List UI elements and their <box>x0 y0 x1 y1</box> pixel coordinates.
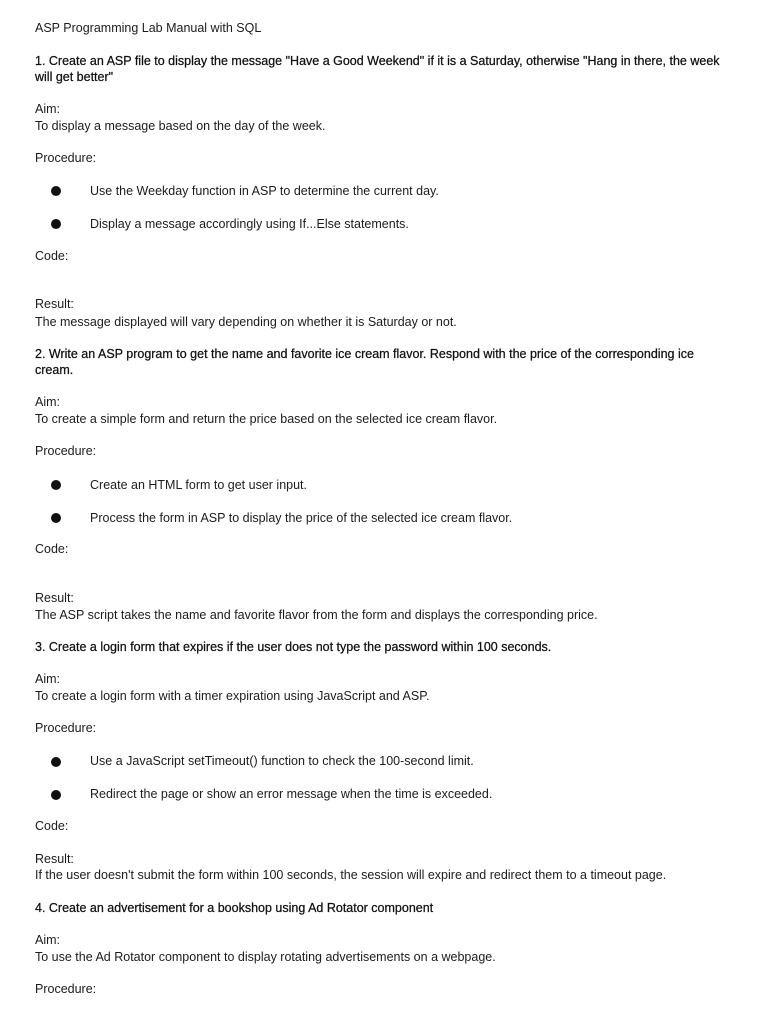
section-4-procedure-label: Procedure: <box>35 982 97 996</box>
section-1-procedure-label: Procedure: <box>35 151 97 165</box>
section-3-code-label: Code: <box>35 819 69 833</box>
bullet-icon <box>51 790 61 800</box>
section-3-procedure-item: Use a JavaScript setTimeout() function to check the 100-second limit. <box>90 754 474 768</box>
bullet-icon <box>51 757 61 767</box>
section-3-result-label: Result: <box>35 852 74 866</box>
section-4-aim-label: Aim: <box>35 933 60 947</box>
bullet-icon <box>51 513 61 523</box>
section-4-aim-text: To use the Ad Rotator component to display rotating advertisements on a webpage. <box>35 950 496 964</box>
section-3-aim-label: Aim: <box>35 672 60 686</box>
section-1-procedure-item: Use the Weekday function in ASP to determine the current day. <box>90 184 439 198</box>
bullet-icon <box>51 186 61 196</box>
section-2-result-label: Result: <box>35 591 74 605</box>
section-1-result-text: The message displayed will vary depending on whether it is Saturday or not. <box>35 315 457 329</box>
section-2-aim-text: To create a simple form and return the price based on the selected ice cream flavor. <box>35 412 498 426</box>
section-1-procedure-item: Display a message accordingly using If...Else statements. <box>90 217 409 231</box>
section-3-procedure-item: Redirect the page or show an error message when the time is exceeded. <box>90 787 493 801</box>
section-2-procedure-item: Process the form in ASP to display the price of the selected ice cream flavor. <box>90 511 513 525</box>
section-1-aim-text: To display a message based on the day of the week. <box>35 119 326 133</box>
section-3-aim-text: To create a login form with a timer expiration using JavaScript and ASP. <box>35 689 430 703</box>
section-1-aim-label: Aim: <box>35 102 60 116</box>
section-1-result-label: Result: <box>35 297 74 311</box>
section-3-result-text: If the user doesn't submit the form within 100 seconds, the session will expire and redirect them to a timeout page. <box>35 868 667 882</box>
section-3-procedure-label: Procedure: <box>35 721 97 735</box>
bullet-icon <box>51 219 61 229</box>
section-2-code-label: Code: <box>35 542 69 556</box>
section-4-heading: 4. Create an advertisement for a bookshop using Ad Rotator component <box>35 901 434 915</box>
section-3-heading: 3. Create a login form that expires if the user does not type the password within 100 seconds. <box>35 640 552 654</box>
section-2-procedure-item: Create an HTML form to get user input. <box>90 478 307 492</box>
section-1-code-label: Code: <box>35 249 69 263</box>
section-2-procedure-label: Procedure: <box>35 444 97 458</box>
bullet-icon <box>51 480 61 490</box>
section-2-aim-label: Aim: <box>35 395 60 409</box>
section-1-heading: 1. Create an ASP file to display the message "Have a Good Weekend" if it is a Saturday, otherwise "Hang in there, the week will get better" <box>35 54 720 84</box>
section-2-result-text: The ASP script takes the name and favorite flavor from the form and displays the corresponding price. <box>35 608 598 622</box>
section-2-heading: 2. Write an ASP program to get the name and favorite ice cream flavor. Respond with the price of the corresponding ice cream. <box>35 347 694 377</box>
document-title: ASP Programming Lab Manual with SQL <box>35 21 262 35</box>
